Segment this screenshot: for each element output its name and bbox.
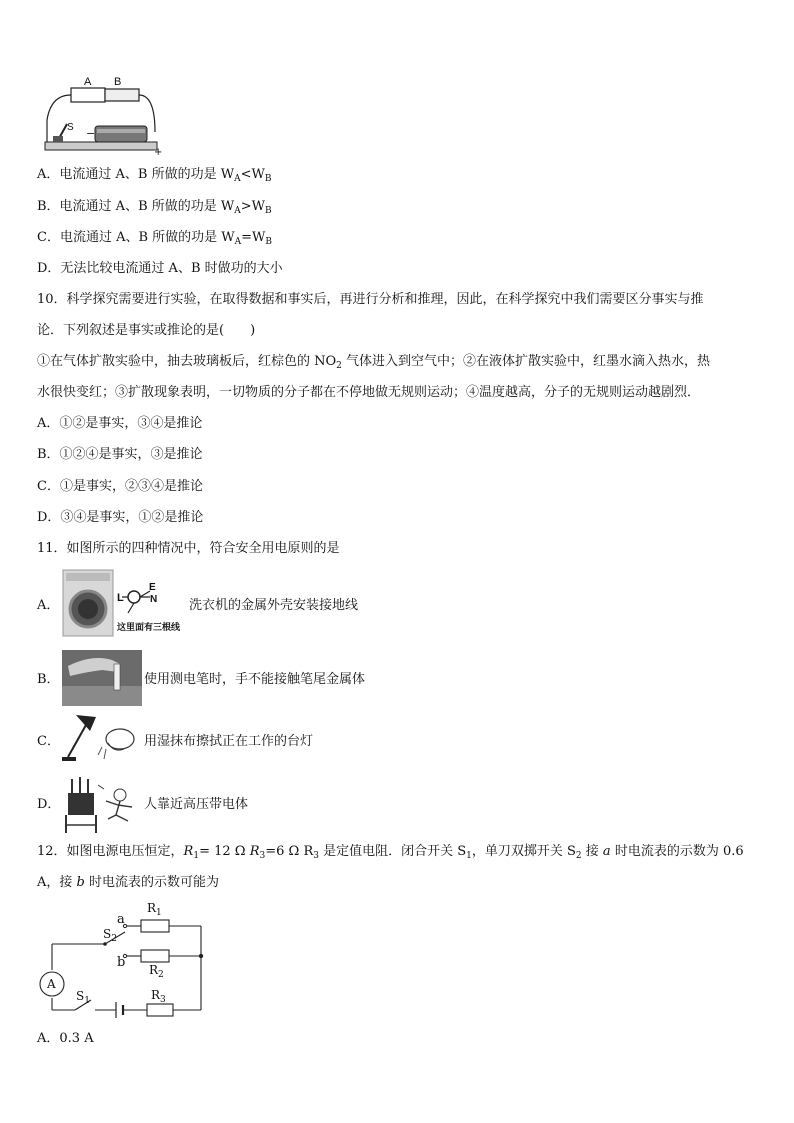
q12-stem-line2: A，接 b 时电流表的示数可能为 — [37, 875, 219, 890]
resistor-r1 — [141, 920, 169, 932]
wm-label-e: E — [149, 582, 156, 593]
wm-label-n: N — [150, 594, 158, 605]
fig12-label-r3: $R_3$ — [151, 988, 166, 1005]
q11-option-d-label: D． — [37, 797, 61, 812]
q11-stem: 11．如图所示的四种情况中，符合安全用电原则的是 — [37, 541, 340, 556]
fig12-label-r1: $R_1$ — [147, 901, 162, 918]
q10-stem-line1: 10．科学探究需要进行实验，在取得数据和事实后，再进行分析和推理，因此，在科学探究中我们需要区分事实与推 — [37, 292, 704, 307]
q11-option-b-text: 使用测电笔时，手不能接触笔尾金属体 — [144, 672, 366, 687]
q10-option-a: A．①②是事实，③④是推论 — [37, 416, 203, 431]
q12-stem-line1: 12．如图电源电压恒定，$R_1= 12$ Ω $R_3=6$ Ω $R_3$ 是定值电阻．闭合开关 $S_1$，单刀双掷开关 $S_2$ 接 a 时电流表的示数为 0.6 — [37, 844, 744, 861]
q10-option-b: B．①②④是事实，③是推论 — [37, 447, 203, 462]
q11-option-a-label: A． — [37, 598, 60, 613]
fig12-label-r2: $R_2$ — [149, 963, 164, 980]
q11-option-d-text: 人靠近高压带电体 — [144, 797, 249, 812]
q10-option-c: C．①是事实，②③④是推论 — [37, 479, 203, 494]
q9-option-a: A．电流通过 A、B 所做的功是 $W_A<W_B$ — [37, 167, 272, 184]
resistor-r3 — [147, 1004, 173, 1016]
q10-body-line1: ①在气体扩散实验中，抽去玻璃板后，红棕色的 $NO_2$ 气体进入到空气中；②在液体扩散实验中，红墨水滴入热水，热 — [37, 354, 711, 371]
q10-body-line2: 水很快变红；③扩散现象表明，一切物质的分子都在不停地做无规则运动；④温度越高，分子的无规则运动越剧烈． — [37, 385, 701, 400]
q9-circuit-figure — [37, 70, 172, 160]
q11-option-c-text: 用湿抹布擦拭正在工作的台灯 — [144, 734, 314, 749]
test-pencil-image — [62, 650, 142, 706]
q9-option-d: D．无法比较电流通过 A、B 时做功的大小 — [37, 261, 283, 276]
fig9-label-s: S — [67, 122, 74, 133]
fig12-label-b: b — [117, 955, 126, 970]
q10-option-d: D．③④是事实，①②是推论 — [37, 510, 204, 525]
resistor-b — [105, 89, 139, 101]
q11-option-c-label: C． — [37, 734, 60, 749]
wm-label-l: L — [117, 592, 124, 604]
resistor-a — [71, 88, 105, 102]
fig12-label-a: a — [117, 912, 125, 927]
resistor-r2 — [141, 950, 169, 962]
wm-caption: 这里面有三根线 — [117, 623, 181, 633]
high-voltage-image — [62, 775, 142, 833]
q9-option-b: B．电流通过 A、B 所做的功是 $W_A>W_B$ — [37, 199, 272, 216]
q10-stem-line2: 论．下列叙述是事实或推论的是( ) — [37, 323, 256, 338]
q11-option-a-text: 洗衣机的金属外壳安装接地线 — [189, 598, 359, 613]
fig9-label-b: B — [114, 76, 122, 88]
fig12-label-s1: $S_1$ — [76, 989, 90, 1006]
fig12-label-s2: $S_2$ — [103, 927, 117, 944]
battery-box — [95, 126, 147, 142]
fig12-ammeter-label: A — [47, 977, 56, 991]
desk-lamp-image — [62, 713, 142, 765]
fig9-plus: + — [154, 147, 163, 158]
q12-option-a: A．0.3 A — [37, 1031, 94, 1046]
fig9-label-a: A — [84, 76, 92, 88]
q11-option-b-label: B． — [37, 672, 60, 687]
q9-option-c: C．电流通过 A、B 所做的功是 $W_A=W_B$ — [37, 230, 273, 247]
fig9-minus: − — [86, 127, 96, 140]
